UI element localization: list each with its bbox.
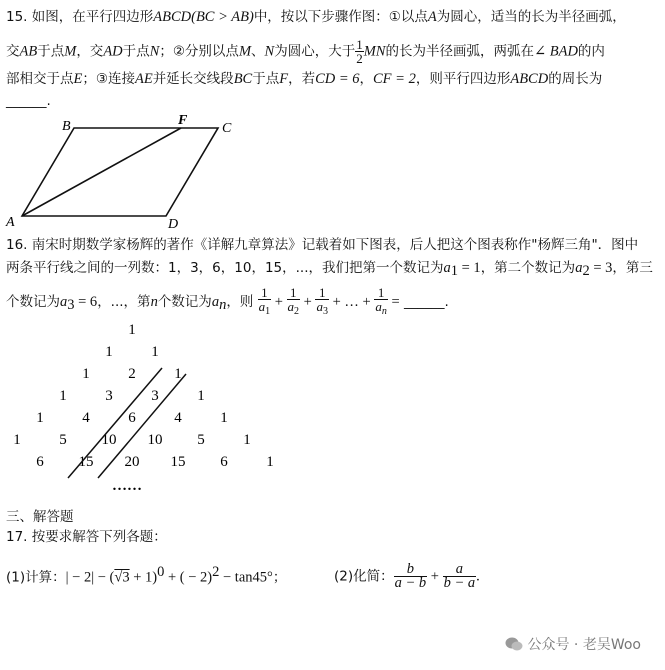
subscript: 1	[265, 306, 271, 317]
text: 并延长交线段	[152, 71, 234, 87]
triangle-number: 10	[147, 432, 163, 448]
math-a: a	[443, 260, 451, 276]
math-eq: = 1	[458, 260, 481, 276]
math-CF2: CF = 2	[373, 71, 416, 87]
text: ，第二个数记为	[480, 260, 576, 276]
fraction-1-a2	[287, 286, 301, 318]
math-sqrt: √3	[114, 569, 130, 586]
section-title	[6, 508, 74, 526]
text: ，第三	[612, 260, 653, 276]
fraction-half	[355, 38, 364, 65]
frac-den: b − a	[443, 575, 476, 591]
math-a: a	[258, 299, 266, 314]
text: 个数记为	[6, 294, 60, 310]
text: 为圆心，大于	[274, 43, 356, 60]
parallelogram-figure	[0, 110, 250, 235]
label-B: B	[62, 119, 71, 134]
text: ，则	[226, 294, 254, 310]
text: 部相交于点	[6, 71, 74, 87]
frac-den	[374, 299, 388, 318]
triangle-number: 6	[36, 454, 44, 470]
math-eq: = 6	[74, 294, 98, 310]
text: ，	[359, 71, 374, 87]
frac-num: 1	[290, 285, 297, 300]
subscript: 3	[67, 297, 75, 313]
text: 于点	[37, 43, 65, 60]
math-CD6: CD = 6	[315, 71, 360, 87]
frac-num: 1	[377, 285, 385, 300]
q15-line-2	[6, 38, 605, 65]
text: ，则平行四边形	[415, 71, 511, 87]
triangle-number: 1	[151, 344, 159, 360]
frac-num: 1	[356, 37, 363, 52]
equals: =	[387, 294, 400, 310]
frac-den	[258, 299, 272, 318]
text: 15. 如图，在平行四边形	[6, 9, 154, 25]
text: 个数记为	[157, 294, 212, 310]
text: ；③连接	[82, 71, 135, 87]
blank: ______.	[6, 93, 51, 109]
math-A: A	[427, 9, 437, 25]
triangle-number: 5	[59, 432, 67, 448]
triangle-number: 4	[82, 410, 90, 426]
text: 为圆心，适当的长为半径画弧，	[436, 9, 626, 25]
q16-line-1	[6, 236, 638, 254]
math: + ( − 2)	[164, 569, 213, 586]
subscript: 1	[450, 263, 458, 279]
triangle-number: 6	[128, 410, 136, 426]
frac-num: 1	[318, 285, 326, 300]
text: 17. 按要求解答下列各题：	[6, 529, 167, 545]
triangle-ellipsis: ……	[112, 478, 142, 494]
triangle-number: 1	[243, 432, 251, 448]
math-n: n	[150, 294, 158, 310]
q15-line-1	[6, 8, 626, 26]
subscript: 2	[294, 306, 300, 317]
math-M: M	[238, 43, 252, 60]
q16-line-3	[6, 286, 449, 318]
triangle-number: 10	[101, 432, 117, 448]
math-a: a	[316, 299, 323, 314]
triangle-number: 2	[128, 366, 136, 382]
frac-den: a − b	[394, 575, 427, 591]
text: .	[476, 568, 480, 585]
parallelogram-ABCD	[22, 128, 218, 216]
triangle-number: 1	[220, 410, 228, 426]
math-N: N	[149, 43, 160, 60]
math-BC: BC	[233, 71, 253, 87]
frac-num: b	[406, 561, 415, 577]
label-C: C	[222, 121, 232, 136]
math-a: a	[60, 294, 68, 310]
blank: ______.	[403, 294, 449, 310]
triangle-number: 15	[78, 454, 94, 470]
text: 三、解答题	[6, 509, 74, 525]
text: 两条平行线之间的一列数：1，3，6，10，15，...，我们把第一个数记为	[6, 260, 444, 276]
text: ，交	[76, 43, 104, 60]
text: 于点	[252, 71, 280, 87]
subscript: n	[381, 306, 387, 317]
q17-part-1	[6, 563, 286, 587]
math-a: a	[211, 294, 220, 310]
q17-part-2	[334, 563, 480, 590]
triangle-number: 20	[124, 454, 140, 470]
triangle-number: 3	[105, 388, 113, 404]
triangle-number: 5	[197, 432, 205, 448]
fraction-1-a3	[315, 286, 329, 318]
math: + 1)	[129, 569, 158, 586]
triangle-numbers	[0, 322, 274, 470]
superscript: 2	[212, 564, 220, 580]
plus: +	[271, 294, 287, 310]
text: ；②分别以点	[159, 43, 239, 60]
watermark	[505, 634, 641, 654]
fraction-1-a1	[258, 286, 272, 318]
text: 16. 南宋时期数学家杨辉的著作《详解九章算法》记载着如下图表，后人把这个图表称作"杨辉三角"．图中	[6, 237, 639, 253]
frac-den	[287, 299, 301, 318]
math-AB: AB	[19, 43, 38, 60]
math-a: a	[575, 260, 583, 276]
triangle-number: 15	[170, 454, 186, 470]
label-A: A	[6, 215, 15, 230]
text: ；	[272, 569, 287, 586]
text: (2)化简：	[334, 568, 394, 585]
fraction-a	[443, 563, 477, 590]
q17-heading	[6, 528, 167, 546]
label-D: D	[168, 217, 179, 232]
frac-den	[315, 299, 329, 318]
triangle-number: 1	[36, 410, 44, 426]
q16-line-2	[6, 259, 653, 280]
triangle-number: 1	[13, 432, 21, 448]
math-ABCD: ABCD	[153, 9, 192, 25]
label-F: F	[178, 113, 188, 128]
text: 、	[251, 43, 265, 60]
frac-den: 2	[356, 51, 363, 66]
text: (1)计算：	[6, 569, 66, 586]
math-MN: MN	[363, 43, 386, 60]
q15-line-3	[6, 70, 602, 88]
triangle-number: 3	[151, 388, 159, 404]
subscript: 2	[582, 263, 590, 279]
wechat-icon	[505, 636, 523, 652]
math-abs: | − 2|	[65, 569, 95, 586]
text: 中，按以下步骤作图：①以点	[253, 9, 428, 25]
math: − (	[94, 569, 115, 586]
math: − tan45°	[219, 569, 273, 586]
subscript: n	[219, 297, 227, 313]
triangle-number: 1	[105, 344, 113, 360]
math-ABCD: ABCD	[510, 71, 549, 87]
plus: +	[427, 568, 443, 585]
triangle-number: 6	[220, 454, 228, 470]
text: 交	[6, 43, 20, 60]
text: 的内	[577, 43, 605, 60]
text: 的长为半径画弧，两弧在	[385, 43, 534, 60]
superscript: 0	[157, 564, 165, 580]
text: ，...，第	[97, 294, 151, 310]
q15-answer-blank	[6, 92, 51, 110]
fraction-1-an	[374, 286, 388, 318]
plus: +	[300, 294, 316, 310]
plus-dots: + … +	[328, 294, 375, 310]
frac-num: 1	[261, 285, 268, 300]
math-AD: AD	[103, 43, 123, 60]
triangle-number: 1	[59, 388, 67, 404]
math-condition: (BC > AB)	[191, 9, 254, 25]
triangle-number: 4	[174, 410, 182, 426]
math-angle: ∠ BAD	[533, 43, 578, 60]
text: 的周长为	[548, 71, 603, 87]
triangle-number: 1	[174, 366, 182, 382]
triangle-number: 1	[82, 366, 90, 382]
text: ，若	[288, 71, 316, 87]
math-a: a	[375, 299, 382, 314]
segment-AF	[22, 128, 181, 216]
math-eq: = 3	[589, 260, 613, 276]
math-AE: AE	[134, 71, 153, 87]
math-F: F	[279, 71, 289, 87]
math-M: M	[64, 43, 77, 60]
yanghui-triangle	[0, 318, 274, 498]
text: 于点	[122, 43, 150, 60]
triangle-number: 1	[266, 454, 274, 470]
watermark-text: 公众号 · 老吴Woo	[527, 637, 641, 653]
subscript: 3	[322, 306, 328, 317]
frac-num: a	[455, 561, 463, 577]
fraction-b	[394, 563, 428, 590]
math-a: a	[287, 299, 295, 314]
triangle-number: 1	[128, 322, 136, 338]
math-E: E	[73, 71, 83, 87]
triangle-number: 1	[197, 388, 205, 404]
math-N: N	[264, 43, 275, 60]
